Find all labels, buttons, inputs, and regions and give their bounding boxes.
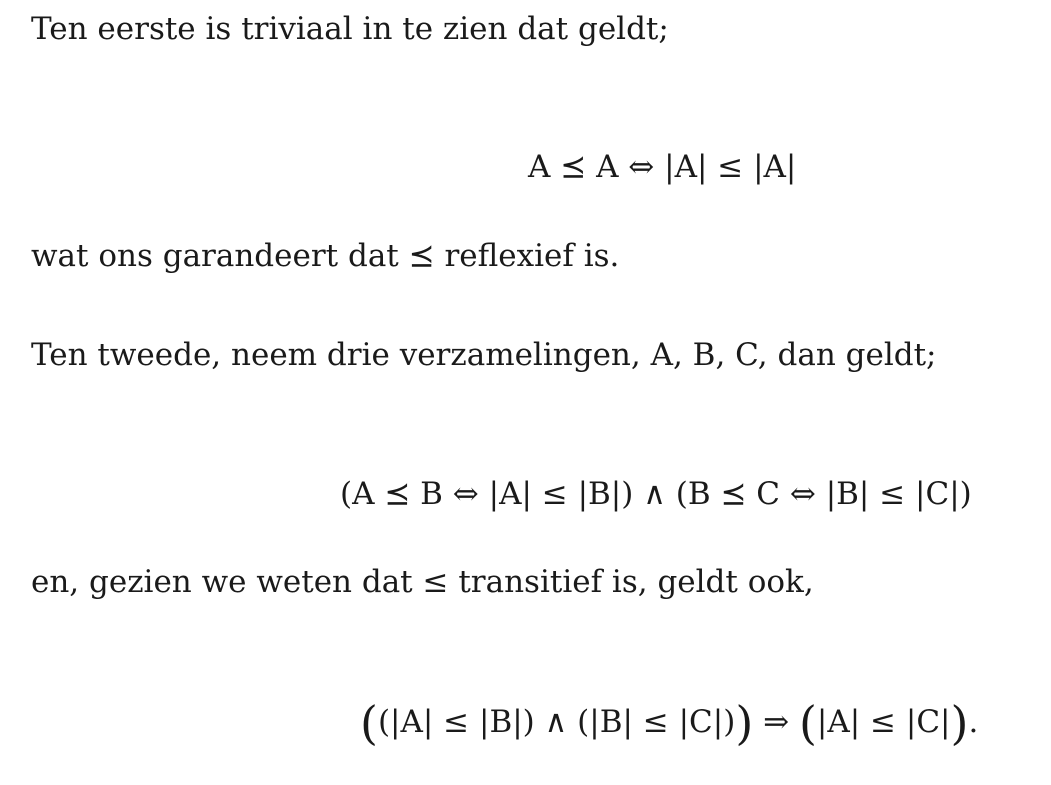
paragraph-second-part: Ten tweede, neem drie verzamelingen, A, B, C, dan geldt; [31,337,937,373]
big-open-paren: ( [360,696,378,750]
equation-lhs: (|A| ≤ |B|) ∧ (|B| ≤ |C|) [377,704,736,740]
paragraph-transitivity: en, gezien we weten dat ≤ transitief is, geldt ook, [31,564,814,600]
big-open-paren-rhs: ( [798,696,817,750]
big-close-paren-rhs: ) [950,696,969,750]
paragraph-reflexive-conclusion: wat ons garandeert dat ⪯ reflexief is. [31,238,620,274]
equation-rhs: |A| ≤ |C| [816,704,951,740]
equation-transitive-premise: (A ⪯ B ⇔ |A| ≤ |B|) ∧ (B ⪯ C ⇔ |B| ≤ |C|) [340,476,972,512]
big-close-paren: ) [735,696,754,750]
equation-transitive-conclusion [360,696,979,750]
equation-period: . [968,704,979,740]
equation-reflexive: A ⪯ A ⇔ |A| ≤ |A| [528,149,797,185]
paragraph-intro: Ten eerste is triviaal in te zien dat geldt; [31,11,669,47]
implies-arrow: ⇒ [753,704,799,740]
